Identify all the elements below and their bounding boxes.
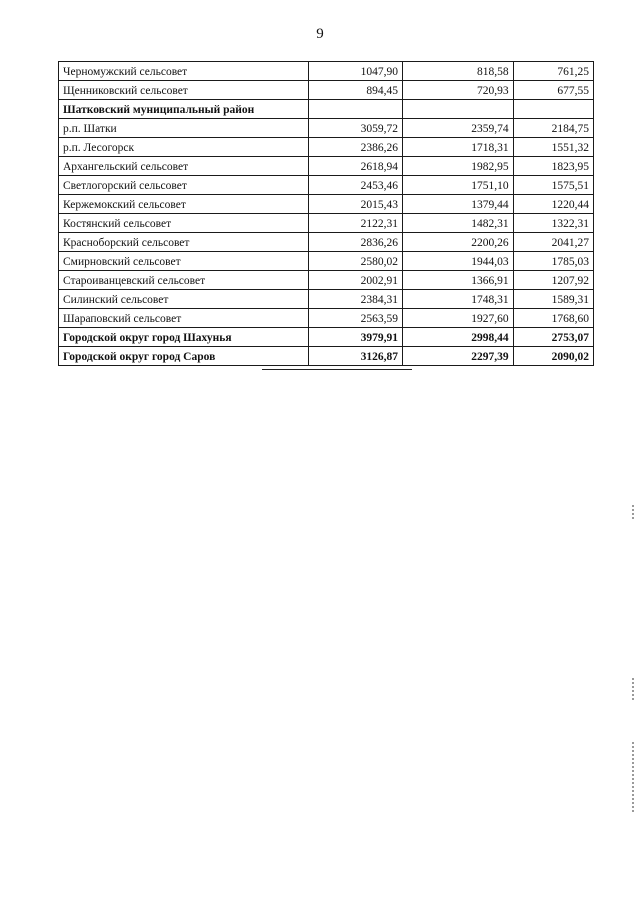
table-row — [59, 157, 594, 176]
value-cell-2: 1944,03 — [402, 252, 513, 271]
table-row — [59, 290, 594, 309]
value-cell-2: 2200,26 — [402, 233, 513, 252]
scan-edge-mark — [632, 505, 634, 519]
value-cell-2: 818,58 — [402, 62, 513, 81]
value-cell-3: 2753,07 — [513, 328, 593, 347]
value-cell-3: 1589,31 — [513, 290, 593, 309]
value-cell-2: 1748,31 — [402, 290, 513, 309]
value-cell-3: 1768,60 — [513, 309, 593, 328]
value-cell-1: 2836,26 — [308, 233, 402, 252]
table-row — [59, 138, 594, 157]
table-row — [59, 100, 594, 119]
value-cell-1: 2386,26 — [308, 138, 402, 157]
row-name-cell: р.п. Шатки — [59, 119, 309, 138]
value-cell-1: 2122,31 — [308, 214, 402, 233]
table-row — [59, 271, 594, 290]
value-cell-1: 2580,02 — [308, 252, 402, 271]
value-cell-2: 1982,95 — [402, 157, 513, 176]
value-cell-3: 1823,95 — [513, 157, 593, 176]
row-name-cell: Черномужский сельсовет — [59, 62, 309, 81]
scan-edge-mark — [632, 742, 634, 812]
row-name-cell: Щенниковский сельсовет — [59, 81, 309, 100]
row-name-cell: Шатковский муниципальный район — [59, 100, 309, 119]
value-cell-3: 1207,92 — [513, 271, 593, 290]
table-row — [59, 62, 594, 81]
value-cell-2: 2359,74 — [402, 119, 513, 138]
value-cell-2: 1379,44 — [402, 195, 513, 214]
row-name-cell: Городской округ город Саров — [59, 347, 309, 366]
value-cell-3 — [513, 100, 593, 119]
value-cell-1: 2453,46 — [308, 176, 402, 195]
value-cell-3: 1575,51 — [513, 176, 593, 195]
row-name-cell: Кержемокский сельсовет — [59, 195, 309, 214]
value-cell-3: 2090,02 — [513, 347, 593, 366]
table-row — [59, 309, 594, 328]
table-row — [59, 195, 594, 214]
row-name-cell: Смирновский сельсовет — [59, 252, 309, 271]
row-name-cell: Костянский сельсовет — [59, 214, 309, 233]
row-name-cell: Староиванцевский сельсовет — [59, 271, 309, 290]
row-name-cell: Городской округ город Шахунья — [59, 328, 309, 347]
table-row — [59, 176, 594, 195]
value-cell-3: 2184,75 — [513, 119, 593, 138]
value-cell-1: 3059,72 — [308, 119, 402, 138]
table-body — [59, 62, 594, 366]
value-cell-3: 1785,03 — [513, 252, 593, 271]
table-row — [59, 119, 594, 138]
value-cell-2: 1927,60 — [402, 309, 513, 328]
value-cell-2: 1366,91 — [402, 271, 513, 290]
row-name-cell: р.п. Лесогорск — [59, 138, 309, 157]
value-cell-3: 677,55 — [513, 81, 593, 100]
value-cell-2: 2297,39 — [402, 347, 513, 366]
row-name-cell: Архангельский сельсовет — [59, 157, 309, 176]
value-cell-2: 2998,44 — [402, 328, 513, 347]
table-row — [59, 252, 594, 271]
row-name-cell: Светлогорский сельсовет — [59, 176, 309, 195]
value-cell-1: 3126,87 — [308, 347, 402, 366]
table-row — [59, 214, 594, 233]
value-cell-2: 1718,31 — [402, 138, 513, 157]
value-cell-3: 761,25 — [513, 62, 593, 81]
value-cell-1: 1047,90 — [308, 62, 402, 81]
value-cell-1: 2618,94 — [308, 157, 402, 176]
scan-edge-mark — [632, 678, 634, 700]
table-row — [59, 81, 594, 100]
data-table — [58, 61, 594, 366]
table-row — [59, 233, 594, 252]
value-cell-1: 3979,91 — [308, 328, 402, 347]
value-cell-3: 1551,32 — [513, 138, 593, 157]
value-cell-3: 1220,44 — [513, 195, 593, 214]
value-cell-1 — [308, 100, 402, 119]
value-cell-1: 2002,91 — [308, 271, 402, 290]
value-cell-3: 2041,27 — [513, 233, 593, 252]
value-cell-1: 2015,43 — [308, 195, 402, 214]
row-name-cell: Шараповский сельсовет — [59, 309, 309, 328]
value-cell-2: 720,93 — [402, 81, 513, 100]
table-row — [59, 328, 594, 347]
value-cell-2 — [402, 100, 513, 119]
row-name-cell: Красноборский сельсовет — [59, 233, 309, 252]
row-name-cell: Силинский сельсовет — [59, 290, 309, 309]
value-cell-2: 1751,10 — [402, 176, 513, 195]
table-row — [59, 347, 594, 366]
end-of-table-rule — [262, 369, 412, 370]
value-cell-3: 1322,31 — [513, 214, 593, 233]
value-cell-2: 1482,31 — [402, 214, 513, 233]
value-cell-1: 2563,59 — [308, 309, 402, 328]
page-number: 9 — [316, 26, 324, 42]
value-cell-1: 894,45 — [308, 81, 402, 100]
value-cell-1: 2384,31 — [308, 290, 402, 309]
